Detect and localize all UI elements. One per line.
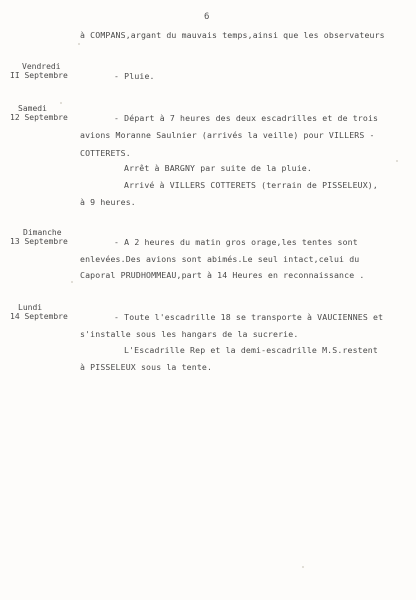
- paper-speck: [71, 281, 73, 283]
- paper-speck: [60, 102, 62, 104]
- text-line: Arrêt à BARGNY par suite de la pluie.: [124, 163, 312, 173]
- text-line: - Départ à 7 heures des deux escadrilles et de trois: [114, 113, 379, 123]
- date-day: Dimanche: [23, 228, 62, 237]
- text-line: s'installe sous les hangars de la sucrerie.: [80, 329, 299, 339]
- date-month: 13 Septembre: [10, 237, 68, 246]
- text-line: à COMPANS,argant du mauvais temps,ainsi que les observateurs: [80, 30, 385, 40]
- paper-speck: [396, 160, 398, 162]
- date-day: Samedi: [18, 104, 47, 113]
- date-month: 14 Septembre: [10, 312, 68, 321]
- date-day: Vendredi: [22, 62, 61, 71]
- paper-speck: [302, 566, 304, 568]
- text-line: - A 2 heures du matin gros orage,les tentes sont: [114, 237, 358, 247]
- text-line: COTTERETS.: [80, 148, 131, 158]
- date-day: Lundi: [18, 303, 43, 312]
- text-line: - Toute l'escadrille 18 se transporte à VAUCIENNES et: [114, 312, 384, 322]
- text-line: enlevées.Des avions sont abimés.Le seul intact,celui du: [80, 254, 360, 264]
- text-line: à PISSELEUX sous la tente.: [80, 362, 213, 372]
- date-month: II Septembre: [10, 71, 68, 80]
- text-line: - Pluie.: [114, 71, 155, 81]
- text-line: L'Escadrille Rep et la demi-escadrille M.S.restent: [124, 345, 378, 355]
- text-line: Arrivé à VILLERS COTTERETS (terrain de PISSELEUX),: [124, 180, 378, 190]
- text-line: à 9 heures.: [80, 197, 136, 207]
- page-number: 6: [204, 12, 210, 22]
- text-line: Caporal PRUDHOMMEAU,part à 14 Heures en reconnaissance .: [80, 270, 365, 280]
- date-month: 12 Septembre: [10, 113, 68, 122]
- text-line: avions Moranne Saulnier (arrivés la veille) pour VILLERS -: [80, 130, 375, 140]
- paper-speck: [78, 43, 80, 45]
